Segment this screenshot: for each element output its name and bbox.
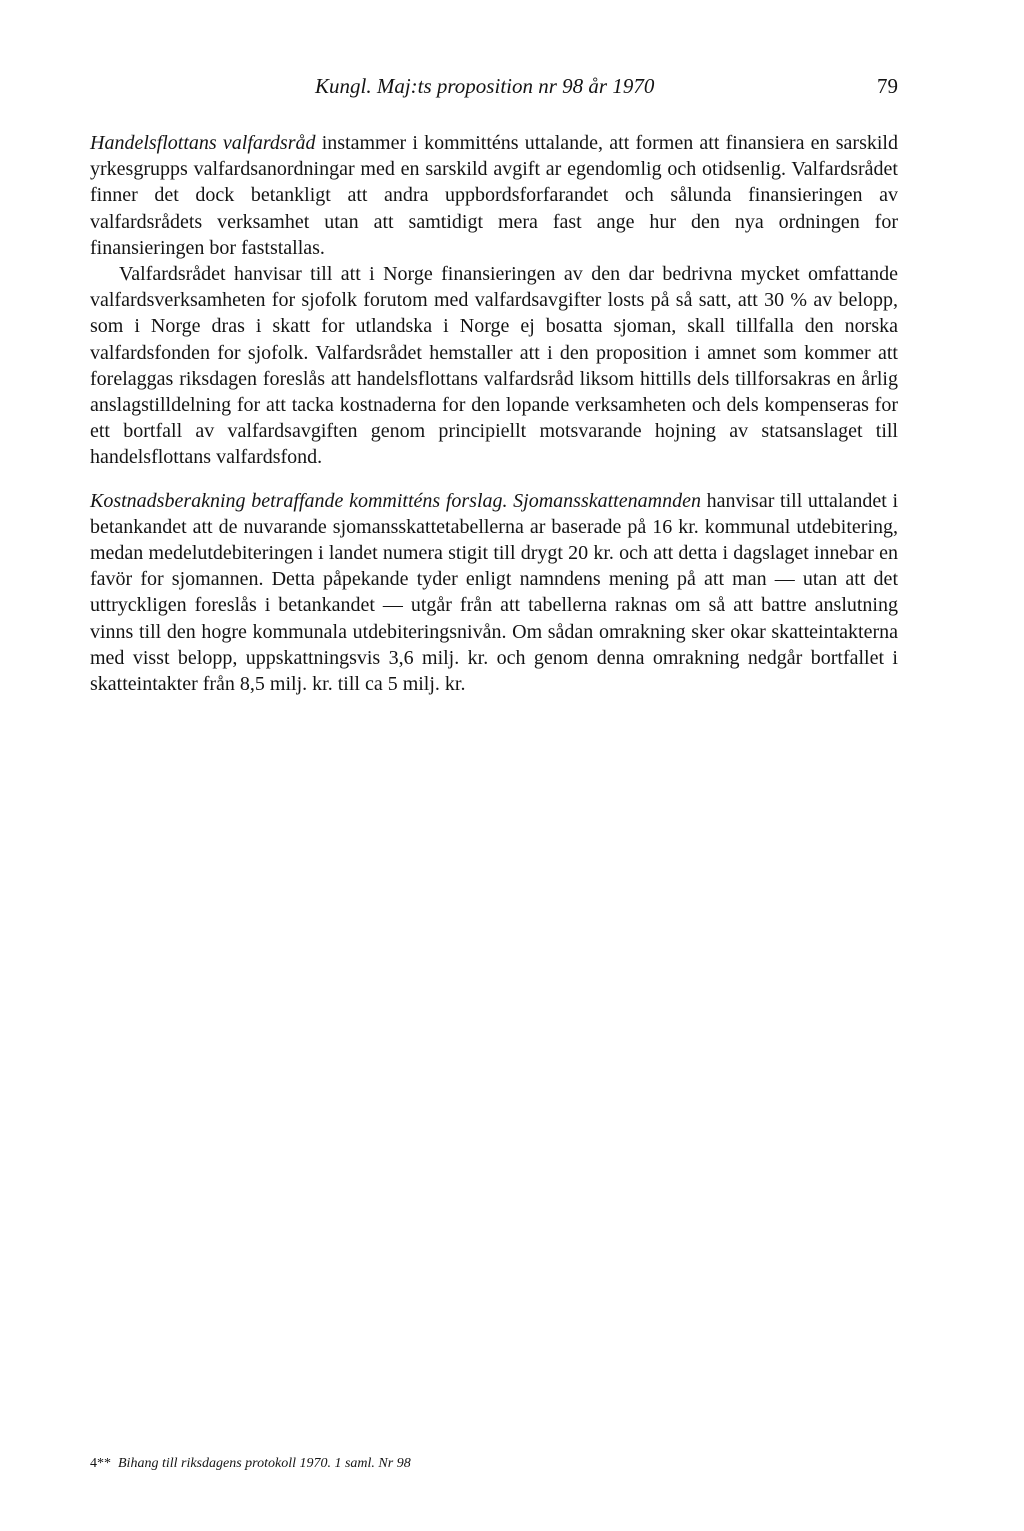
paragraph-lead-italic: Kostnadsberakning betraffande kommitténs forslag. Sjomansskattenamnden — [90, 489, 701, 512]
paragraph-lead-italic: Handelsflottans valfardsråd — [90, 132, 316, 154]
paragraph-handelsflottans — [90, 130, 898, 261]
page-number: 79 — [877, 74, 898, 98]
paragraph-text: hanvisar till uttalandet i betankandet att de nuvarande sjomansskattetabellerna ar baserade på 16 kr. kommunal utdebitering, medan medelutdebiteringen i landet numera stigit till drygt 20 kr. och att detta i dagslaget innebar en favör for sjomannen. Detta påpekande tyder enligt namndens mening på att man — utan att det uttryckligen foreslås i betankandet — utgår från att tabellerna raknas om så att battre anslutning vinns till den hogre kommunala utdebiteringsnivån. Om sådan omrakning sker okar skatteintakterna med visst belopp, uppskattningsvis 3,6 milj. kr. och genom denna omrakning nedgår bortfallet i skatteintakter från 8,5 milj. kr. till ca 5 milj. kr. — [90, 489, 898, 696]
paragraph-kostnadsberakning — [90, 488, 898, 698]
footer-reference: Bihang till riksdagens protokoll 1970. 1 saml. Nr 98 — [118, 1456, 411, 1471]
paragraph-text: Valfardsrådet hanvisar till att i Norge finansieringen av den dar bedrivna mycket omfattande valfardsverksamheten for sjofolk forutom med valfardsavgifter losts på så satt, att 30 % av belopp, som i Norge dras i skatt for utlandska i Norge ej bosatta sjoman, skall tillfalla den norska valfardsfonden for sjofolk. Valfardsrådet hemstaller att i den proposition i amnet som kommer att forelaggas riksdagen foreslås att handelsflottans valfardsråd liksom hittills dels tillforsakras en årlig anslagstilldelning for att tacka kostnaderna for den lopande verksamheten och dels kompenseras for ett bortfall av valfardsavgiften genom principiellt motsvarande hojning av statsanslaget till handelsflottans valfardsfond. — [90, 263, 898, 469]
body-text — [90, 130, 898, 697]
page-footer — [90, 1456, 411, 1472]
paragraph-norge — [90, 261, 898, 471]
page-header — [90, 74, 898, 104]
running-title: Kungl. Maj:ts proposition nr 98 år 1970 — [315, 74, 655, 98]
paragraph-text: instammer i kommitténs uttalande, att formen att finansiera en sarskild yrkesgrupps valfardsanordningar med en sarskild avgift ar egendomlig och otidsenlig. Valfardsrådet finner det dock betankligt att andra uppbordsforfarandet och sålunda finansieringen av valfardsrådets verksamhet utan att samtidigt mera fast ange hur den nya ordningen for finansieringen bor faststallas. — [90, 132, 898, 259]
footer-signature: 4** — [90, 1456, 111, 1471]
